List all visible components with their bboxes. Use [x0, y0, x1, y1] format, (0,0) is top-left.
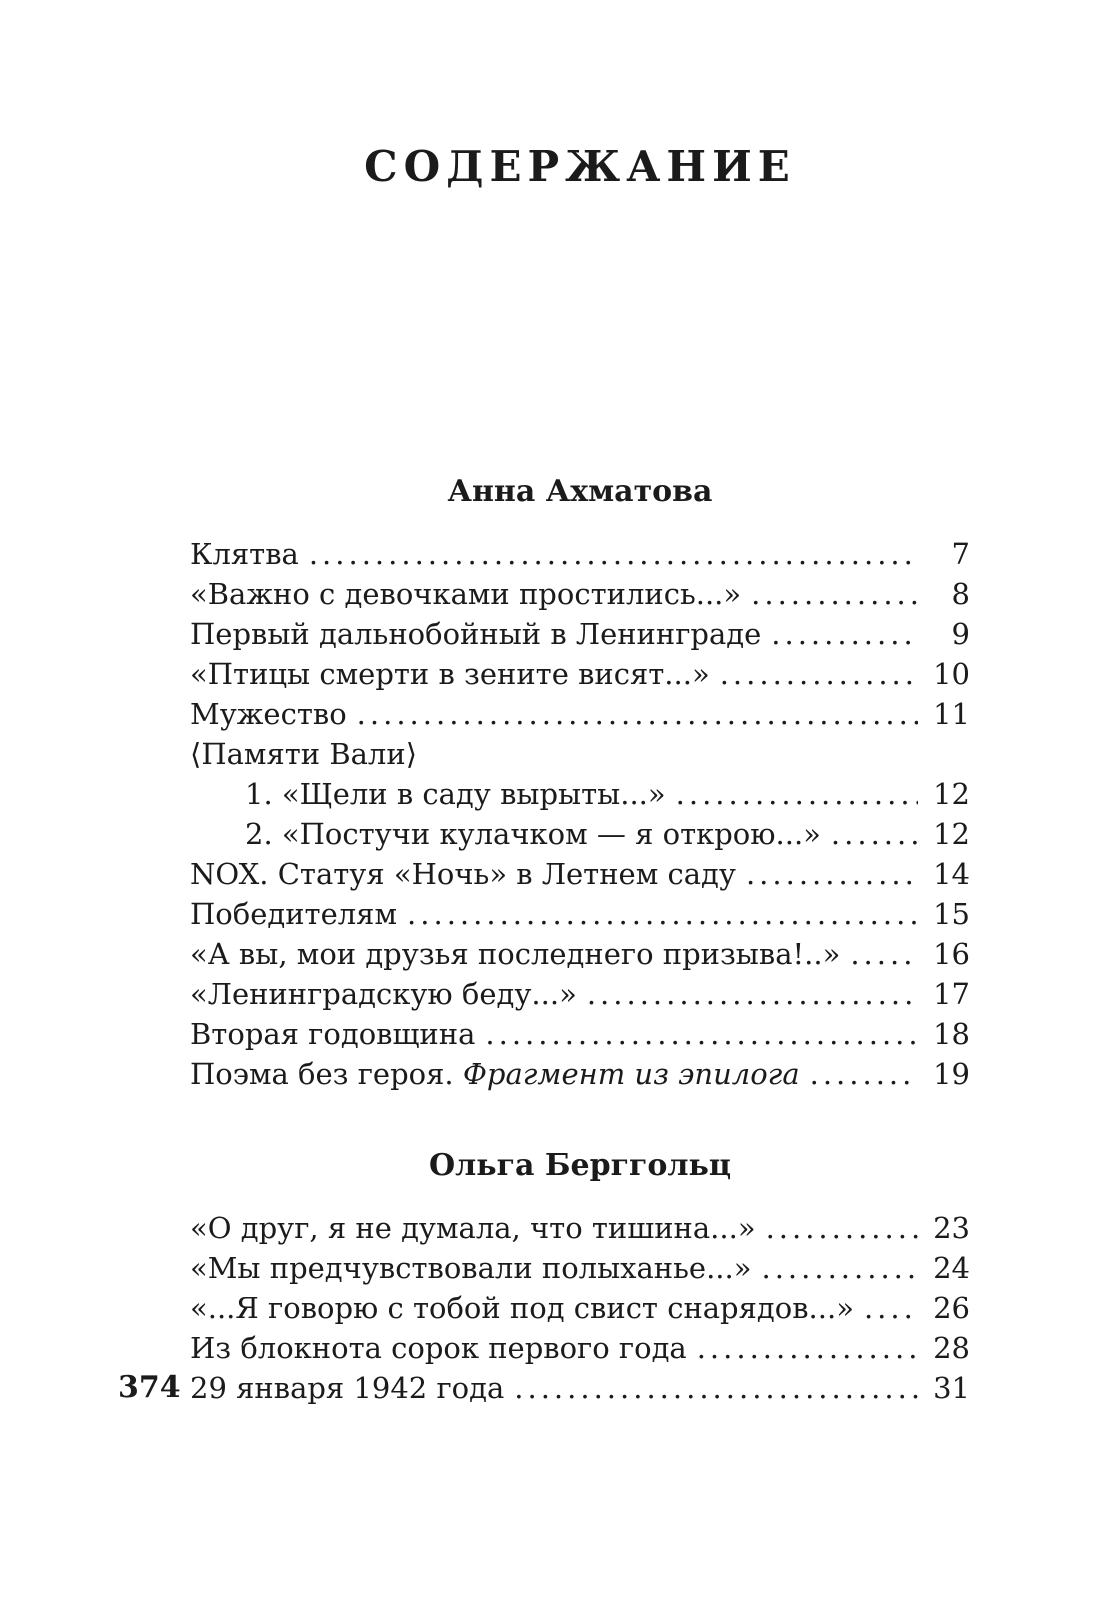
entry-page-number: 31	[933, 1371, 970, 1405]
toc-entry	[190, 774, 970, 814]
entry-page-number: 14	[933, 857, 970, 891]
toc-section	[190, 1146, 970, 1408]
toc-entry	[190, 1288, 970, 1328]
toc-entry	[190, 1014, 970, 1054]
dot-leader	[810, 1054, 918, 1094]
dot-leader	[407, 894, 918, 934]
dot-leader	[850, 934, 918, 974]
dot-leader	[864, 1288, 918, 1328]
entry-page-number: 23	[933, 1211, 970, 1245]
entry-page-number: 15	[933, 897, 970, 931]
toc-entry	[190, 534, 970, 574]
entry-title: 1. «Щели в саду вырыты...»	[245, 777, 666, 811]
dot-leader	[676, 774, 918, 814]
entry-title: 2. «Постучи кулачком — я открою...»	[245, 817, 821, 851]
toc-entry	[190, 1248, 970, 1288]
entry-title: Мужество	[190, 697, 347, 731]
entry-page-number: 9	[951, 617, 970, 651]
toc-entry	[190, 1328, 970, 1368]
entry-title: Победителям	[190, 897, 398, 931]
dot-leader	[766, 1208, 918, 1248]
entry-title: Клятва	[190, 537, 299, 571]
toc-entry	[190, 574, 970, 614]
entry-title: Вторая годовщина	[190, 1017, 476, 1051]
entry-page-number: 24	[933, 1251, 970, 1285]
toc-entry	[190, 934, 970, 974]
dot-leader	[485, 1014, 918, 1054]
entry-page-number: 12	[933, 777, 970, 811]
dot-leader	[746, 854, 918, 894]
toc-title: СОДЕРЖАНИЕ	[364, 142, 796, 191]
page-number-folio: 374	[118, 1370, 181, 1405]
toc-entry	[190, 654, 970, 694]
entry-page-number: 7	[951, 537, 970, 571]
entry-title: «...Я говорю с тобой под свист снарядов...»	[190, 1291, 854, 1325]
dot-leader	[587, 974, 918, 1014]
dot-leader	[720, 654, 918, 694]
toc-entry	[190, 894, 970, 934]
section-author: Ольга Берггольц	[428, 1148, 732, 1183]
entry-page-number: 17	[933, 977, 970, 1011]
entry-page-number: 11	[933, 697, 970, 731]
entry-page-number: 10	[933, 657, 970, 691]
entry-title: ⟨Памяти Вали⟩	[190, 737, 418, 771]
dot-leader	[357, 694, 918, 734]
entry-page-number: 19	[933, 1057, 970, 1091]
toc-entry	[190, 974, 970, 1014]
entry-subtitle-italic: Фрагмент из эпилога	[462, 1057, 800, 1091]
entry-title: 29 января 1942 года	[190, 1371, 505, 1405]
entry-title: Из блокнота сорок первого года	[190, 1331, 687, 1365]
entry-title: NOX. Статуя «Ночь» в Летнем саду	[190, 857, 736, 891]
entry-title: Первый дальнобойный в Ленинграде	[190, 617, 762, 651]
dot-leader	[831, 814, 918, 854]
dot-leader	[309, 534, 918, 574]
dot-leader	[751, 574, 918, 614]
toc-entry	[190, 1208, 970, 1248]
toc-entry	[190, 814, 970, 854]
entry-title: «А вы, мои друзья последнего призыва!..»	[190, 937, 841, 971]
dot-leader	[514, 1368, 918, 1408]
dot-leader	[697, 1328, 918, 1368]
entry-title: «Мы предчувствовали полыханье...»	[190, 1251, 752, 1285]
entry-title: «Важно с девочками простились...»	[190, 577, 742, 611]
dot-leader	[771, 614, 918, 654]
entry-page-number: 26	[933, 1291, 970, 1325]
entry-title: «Птицы смерти в зените висят...»	[190, 657, 710, 691]
entry-page-number: 12	[933, 817, 970, 851]
entry-page-number: 18	[933, 1017, 970, 1051]
toc-entry	[190, 694, 970, 734]
entry-page-number: 8	[951, 577, 970, 611]
toc-entry	[190, 614, 970, 654]
entry-page-number: 16	[933, 937, 970, 971]
entry-page-number: 28	[933, 1331, 970, 1365]
toc-entry	[190, 1054, 970, 1094]
entry-title: Поэма без героя. Фрагмент из эпилога	[190, 1057, 800, 1091]
entry-title: «Ленинградскую беду...»	[190, 977, 577, 1011]
toc-body	[190, 472, 970, 1408]
toc-entry	[190, 854, 970, 894]
toc-entry	[190, 1368, 970, 1408]
entry-list	[190, 1208, 970, 1408]
section-author: Анна Ахматова	[447, 474, 713, 509]
entry-title: «О друг, я не думала, что тишина...»	[190, 1211, 756, 1245]
entry-list	[190, 534, 970, 1094]
toc-section	[190, 472, 970, 1094]
dot-leader	[761, 1248, 918, 1288]
toc-entry	[190, 734, 970, 774]
